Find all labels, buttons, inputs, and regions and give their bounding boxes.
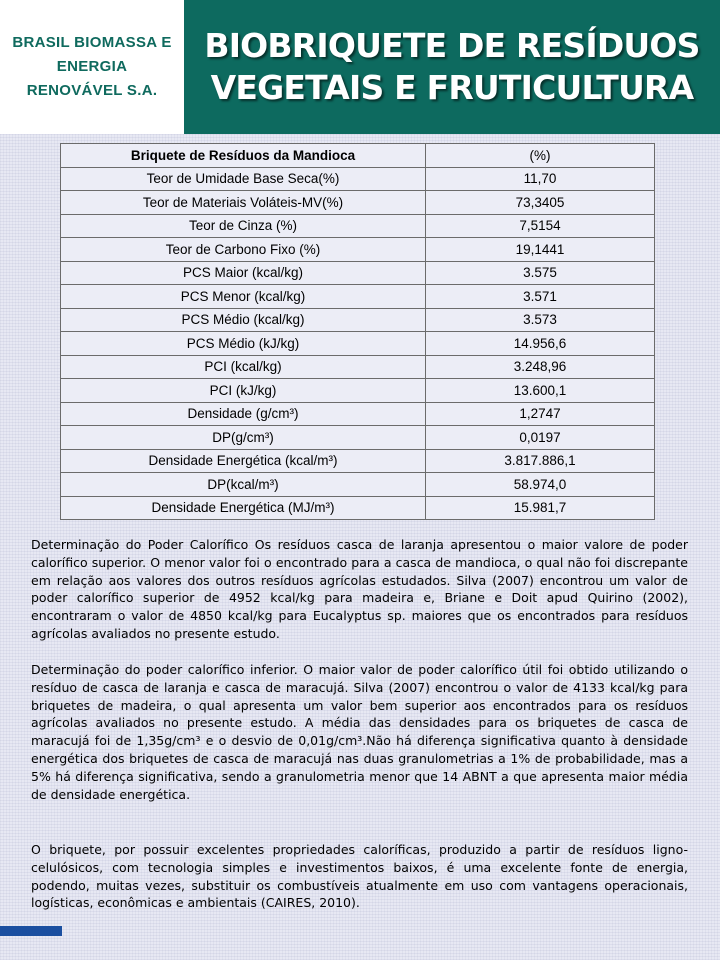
footer-accent-bar bbox=[0, 926, 62, 936]
paragraph-briquette-conclusion: O briquete, por possuir excelentes propriedades caloríficas, produzido a partir de resíduos ligno-celulósicos, com tecnologia simples e investimentos baixos, é uma excelente fonte de energia, podendo, muitas vezes, substituir os combustíveis atualmente em uso com vantagens operacionais, logísticas, econômicas e ambientais (CAIRES, 2010). bbox=[31, 842, 688, 911]
table-header-property: Briquete de Resíduos da Mandioca bbox=[61, 144, 426, 168]
table-header-row bbox=[61, 144, 655, 168]
row-value: 3.571 bbox=[426, 285, 655, 309]
page-title-line: BIOBRIQUETE DE RESÍDUOS bbox=[204, 26, 700, 65]
table-row bbox=[61, 238, 655, 262]
row-label: Teor de Materiais Voláteis-MV(%) bbox=[61, 191, 426, 215]
row-label: PCI (kcal/kg) bbox=[61, 355, 426, 379]
row-label: Teor de Carbono Fixo (%) bbox=[61, 238, 426, 262]
paragraph-superior-calorific-power: Determinação do Poder Calorífico Os resíduos casca de laranja apresentou o maior valore de poder calorífico superior. O menor valor foi o encontrado para a casca de mandioca, o qual não foi discrepante em relação aos valores dos outros resíduos agrícolas estudados. Silva (2007) encontrou um valor de poder calorífico superior de 4952 kcal/kg para madeira e, Briane e Doit apud Quirino (2002), encontraram o valor de 4850 kcal/kg para Eucalyptus sp. maiores que os encontrados para resíduos agrícolas avaliados no presente estudo. bbox=[31, 537, 688, 641]
row-label: PCS Menor (kcal/kg) bbox=[61, 285, 426, 309]
row-value: 58.974,0 bbox=[426, 473, 655, 497]
table-row bbox=[61, 355, 655, 379]
row-label: DP(g/cm³) bbox=[61, 426, 426, 450]
table-row bbox=[61, 449, 655, 473]
company-name bbox=[0, 0, 184, 134]
table-row bbox=[61, 167, 655, 191]
row-value: 14.956,6 bbox=[426, 332, 655, 356]
table-row bbox=[61, 379, 655, 403]
page-title bbox=[204, 25, 699, 109]
table-row bbox=[61, 261, 655, 285]
row-value: 7,5154 bbox=[426, 214, 655, 238]
row-value: 3.248,96 bbox=[426, 355, 655, 379]
table-header-unit: (%) bbox=[426, 144, 655, 168]
row-label: PCI (kJ/kg) bbox=[61, 379, 426, 403]
company-name-line: RENOVÁVEL S.A. bbox=[26, 82, 158, 99]
table-row bbox=[61, 332, 655, 356]
table-row bbox=[61, 473, 655, 497]
company-name-line: ENERGIA bbox=[56, 58, 128, 75]
row-value: 1,2747 bbox=[426, 402, 655, 426]
row-label: Densidade Energética (kcal/m³) bbox=[61, 449, 426, 473]
row-value: 13.600,1 bbox=[426, 379, 655, 403]
table-row bbox=[61, 214, 655, 238]
properties-table bbox=[60, 143, 655, 520]
row-value: 15.981,7 bbox=[426, 496, 655, 520]
row-value: 73,3405 bbox=[426, 191, 655, 215]
row-value: 19,1441 bbox=[426, 238, 655, 262]
table-row bbox=[61, 426, 655, 450]
row-label: Densidade Energética (MJ/m³) bbox=[61, 496, 426, 520]
table-row bbox=[61, 402, 655, 426]
row-label: PCS Maior (kcal/kg) bbox=[61, 261, 426, 285]
row-value: 3.573 bbox=[426, 308, 655, 332]
row-label: PCS Médio (kcal/kg) bbox=[61, 308, 426, 332]
row-label: Teor de Cinza (%) bbox=[61, 214, 426, 238]
title-banner bbox=[184, 0, 720, 134]
row-value: 11,70 bbox=[426, 167, 655, 191]
row-label: Densidade (g/cm³) bbox=[61, 402, 426, 426]
row-label: PCS Médio (kJ/kg) bbox=[61, 332, 426, 356]
page-title-line: VEGETAIS E FRUTICULTURA bbox=[210, 68, 694, 107]
table-row bbox=[61, 308, 655, 332]
row-label: DP(kcal/m³) bbox=[61, 473, 426, 497]
row-value: 3.575 bbox=[426, 261, 655, 285]
table-row bbox=[61, 285, 655, 309]
table-row bbox=[61, 496, 655, 520]
company-name-line: BRASIL BIOMASSA E bbox=[12, 34, 172, 51]
row-label: Teor de Umidade Base Seca(%) bbox=[61, 167, 426, 191]
paragraph-inferior-calorific-power: Determinação do poder calorífico inferior. O maior valor de poder calorífico útil foi obtido utilizando o resíduo de casca de laranja e casca de maracujá. Silva (2007) encontrou o valor de 4133 kcal/kg para briquetes de madeira, o qual apresenta um valor bem superior aos encontrados para os resíduos agrícolas avaliados no presente estudo. A média das densidades para os briquetes de casca de maracujá foi de 1,35g/cm³ e o desvio de 0,01g/cm³.Não há diferença significativa quanto à densidade energética dos briquetes de casca de maracujá nas duas granulometrias a 1% de probabilidade, mas a 5% há diferença significativa, sendo a granulometria menor que 14 ABNT a que apresenta maior média de densidade energética. bbox=[31, 662, 688, 802]
table-row bbox=[61, 191, 655, 215]
row-value: 3.817.886,1 bbox=[426, 449, 655, 473]
header bbox=[0, 0, 720, 134]
row-value: 0,0197 bbox=[426, 426, 655, 450]
